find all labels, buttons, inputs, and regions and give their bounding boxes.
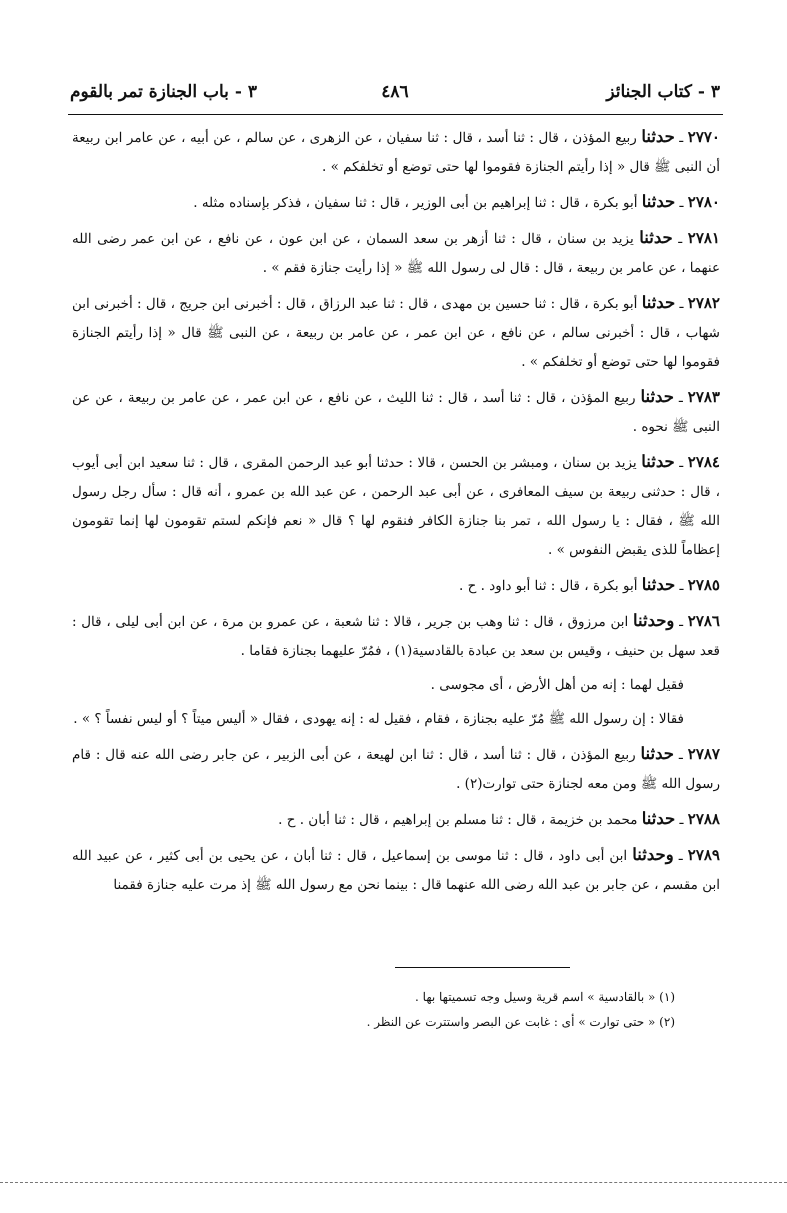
hadith-keyword: حدثنا (641, 192, 676, 211)
hadith-entry: ٢٧٨٧ ـ حدثنا ربيع المؤذن ، قال : ثنا أسد ، قال : ثنا ابن لهيعة ، عن أبى الزبير ، عن جابر رضى الله عنه قال : قام رسول الله ﷺ ومن معه لجنازة حتى توارت(٢) . (72, 744, 720, 792)
hadith-text: ابن أبى داود ، قال : ثنا موسى بن إسماعيل ، قال : ثنا أبان ، عن يحيى بن أبى كثير ، عن عبيد الله ابن مقسم ، عن جابر بن عبد الله رضى الله عنهما قال : بينما نحن مع رسول الله ﷺ إذ مرت عليه جنازة فقمنا (72, 848, 720, 893)
hadith-text: يزيد بن سنان ، قال : ثنا أزهر بن سعد السمان ، عن ابن عون ، عن نافع ، عن ابن عمر رضى الله عنهما ، عن عامر بن ربيعة ، قال : قال لى رسول الله ﷺ « إذا رأيت جنازة فقم » . (72, 231, 720, 276)
hadith-continuation (72, 671, 720, 700)
hadith-text: محمد بن خزيمة ، قال : ثنا مسلم بن إبراهيم ، قال : ثنا أبان . ح . (278, 812, 642, 828)
hadith-keyword: حدثنا (641, 575, 676, 594)
hadith-text: أبو بكرة ، قال : ثنا إبراهيم بن أبى الوزير ، قال : ثنا سفيان ، فذكر بإسناده مثله . (193, 195, 642, 211)
hadith-number: ٢٧٨٢ (687, 294, 720, 312)
hadith-number: ٢٧٨٥ (687, 576, 720, 594)
hadith-keyword: وحدثنا (632, 845, 674, 864)
hadith-entry: ٢٧٨٢ ـ حدثنا أبو بكرة ، قال : ثنا حسين بن مهدى ، قال : ثنا عبد الرزاق ، قال : أخبرنى ابن جريج ، قال : أخبرنى ابن شهاب ، قال : أخبرنى سالم ، عن نافع ، عن ابن عمر ، عن عامر بن ربيعة ، عن النبى ﷺ قال « إذا رأيتم الجنازة فقوموا لها حتى توضع أو تخلفكم » . (72, 293, 720, 370)
footnote-divider (395, 967, 570, 968)
hadith-number: ٢٧٨٧ (687, 745, 720, 763)
page-number: ٤٨٦ (381, 82, 409, 102)
hadith-number: ٢٧٨٣ (687, 388, 720, 406)
hadith-entry: ٢٧٨٨ ـ حدثنا محمد بن خزيمة ، قال : ثنا مسلم بن إبراهيم ، قال : ثنا أبان . ح . (278, 809, 720, 828)
hadith-text: ربيع المؤذن ، قال : ثنا أسد ، قال : ثنا الليث ، عن نافع ، عن ابن عمر ، عن عامر بن ربيعة ، عن عن النبى ﷺ نحوه . (72, 390, 720, 435)
hadith-text: فقالا : إن رسول الله ﷺ مُرّ عليه بجنازة ، فقام ، فقيل له : إنه يهودى ، فقال « أليس ميتاً ؟ أو ليس نفساً ؟ » . (73, 711, 684, 727)
hadith-text: أبو بكرة ، قال : ثنا حسين بن مهدى ، قال : ثنا عبد الرزاق ، قال : أخبرنى ابن جريج ، قال : أخبرنى ابن شهاب ، قال : أخبرنى سالم ، عن نافع ، عن ابن عمر ، عن عامر بن ربيعة ، عن النبى ﷺ قال « إذا رأيتم الجنازة فقوموا لها حتى توضع أو تخلفكم » . (72, 296, 720, 370)
hadith-text: ابن مرزوق ، قال : ثنا وهب بن جرير ، قالا : ثنا شعبة ، عن عمرو بن مرة ، عن ابن أبى ليلى ، قال : قعد سهل بن حنيف ، وقيس بن سعد بن عبادة بالقادسية(١) ، فمُرّ عليهما بجنازة فقاما . (72, 614, 720, 659)
hadith-entry: ٢٧٨٦ ـ وحدثنا ابن مرزوق ، قال : ثنا وهب بن جرير ، قالا : ثنا شعبة ، عن عمرو بن مرة ، عن ابن أبى ليلى ، قال : قعد سهل بن حنيف ، وقيس بن سعد بن عبادة بالقادسية(١) ، فمُرّ عليهما بجنازة فقاما . (72, 611, 720, 659)
hadith-entry: ٢٧٧٠ ـ حدثنا ربيع المؤذن ، قال : ثنا أسد ، قال : ثنا سفيان ، عن الزهرى ، عن سالم ، عن أبيه ، عن عامر ابن ربيعة أن النبى ﷺ قال « إذا رأيتم الجنازة فقوموا لها حتى توضع أو تخلفكم » . (72, 127, 720, 175)
hadith-keyword: حدثنا (640, 387, 674, 406)
hadith-entry: ٢٧٨٣ ـ حدثنا ربيع المؤذن ، قال : ثنا أسد ، قال : ثنا الليث ، عن نافع ، عن ابن عمر ، عن عامر بن ربيعة ، عن عن النبى ﷺ نحوه . (72, 387, 720, 435)
page-header (70, 82, 720, 108)
hadith-entry: ٢٧٨٠ ـ حدثنا أبو بكرة ، قال : ثنا إبراهيم بن أبى الوزير ، قال : ثنا سفيان ، فذكر بإسناده مثله . (193, 192, 720, 211)
hadith-text-body (72, 122, 720, 905)
hadith-number: ٢٧٨٤ (687, 453, 720, 471)
hadith-entry: ٢٧٨٩ ـ وحدثنا ابن أبى داود ، قال : ثنا موسى بن إسماعيل ، قال : ثنا أبان ، عن يحيى بن أبى كثير ، عن عبيد الله ابن مقسم ، عن جابر بن عبد الله رضى الله عنهما قال : بينما نحن مع رسول الله ﷺ إذ مرت عليه جنازة فقمنا (72, 845, 720, 893)
hadith-keyword: حدثنا (641, 127, 675, 146)
hadith-number: ٢٧٨٨ (687, 810, 720, 828)
scan-edge-line (0, 1182, 787, 1183)
hadith-text: فقيل لهما : إنه من أهل الأرض ، أى مجوسى . (430, 677, 684, 693)
hadith-keyword: حدثنا (639, 228, 673, 247)
hadith-entry: ٢٧٨٤ ـ حدثنا يزيد بن سنان ، ومبشر بن الحسن ، قالا : حدثنا أبو عبد الرحمن المقرى ، قال : ثنا سعيد ابن أبى أيوب ، قال : حدثنى ربيعة بن سيف المعافرى ، عن أبى عبد الرحمن ، عن عبد الله بن عمرو ، أنه قال : سأل رجل رسول الله ﷺ ، فقال : يا رسول الله ، تمر بنا جنازة الكافر فنقوم لها ؟ قال « نعم فإنكم لستم تقومون لها إنما تقومون إعظاماً للذى يقبض النفوس » . (72, 452, 720, 558)
hadith-number: ٢٧٨٦ (687, 612, 720, 630)
footnotes (250, 985, 675, 1035)
hadith-keyword: حدثنا (641, 452, 675, 471)
hadith-keyword: حدثنا (641, 809, 676, 828)
hadith-entry: ٢٧٨٥ ـ حدثنا أبو بكرة ، قال : ثنا أبو داود . ح . (459, 575, 720, 594)
hadith-number: ٢٧٨١ (687, 229, 720, 247)
hadith-entry: ٢٧٨١ ـ حدثنا يزيد بن سنان ، قال : ثنا أزهر بن سعد السمان ، عن ابن عون ، عن نافع ، عن ابن عمر رضى الله عنهما ، عن عامر بن ربيعة ، قال : قال لى رسول الله ﷺ « إذا رأيت جنازة فقم » . (72, 228, 720, 276)
hadith-keyword: حدثنا (640, 744, 674, 763)
footnote: (١) « بالقادسية » اسم قرية وسيل وجه تسميتها بها . (415, 990, 675, 1004)
hadith-text: أبو بكرة ، قال : ثنا أبو داود . ح . (459, 578, 642, 594)
hadith-continuation (72, 705, 720, 734)
chapter-title: ٣ - كتاب الجنائز (606, 82, 720, 102)
section-title: ٣ - باب الجنازة تمر بالقوم (70, 82, 257, 102)
hadith-text: ربيع المؤذن ، قال : ثنا أسد ، قال : ثنا سفيان ، عن الزهرى ، عن سالم ، عن أبيه ، عن عامر ابن ربيعة أن النبى ﷺ قال « إذا رأيتم الجنازة فقوموا لها حتى توضع أو تخلفكم » . (72, 130, 720, 175)
hadith-number: ٢٧٧٠ (687, 128, 720, 146)
hadith-number: ٢٧٨٠ (687, 193, 720, 211)
footnote: (٢) « حتى توارت » أى : غابت عن البصر واستترت عن النظر . (366, 1015, 675, 1029)
header-divider (68, 114, 723, 115)
hadith-keyword: وحدثنا (632, 611, 675, 630)
hadith-keyword: حدثنا (641, 293, 676, 312)
hadith-text: يزيد بن سنان ، ومبشر بن الحسن ، قالا : حدثنا أبو عبد الرحمن المقرى ، قال : ثنا سعيد ابن أبى أيوب ، قال : حدثنى ربيعة بن سيف المعافرى ، عن أبى عبد الرحمن ، عن عبد الله بن عمرو ، أنه قال : سأل رجل رسول الله ﷺ ، فقال : يا رسول الله ، تمر بنا جنازة الكافر فنقوم لها ؟ قال « نعم فإنكم لستم تقومون لها إنما تقومون إعظاماً للذى يقبض النفوس » . (72, 455, 720, 558)
hadith-text: ربيع المؤذن ، قال : ثنا أسد ، قال : ثنا ابن لهيعة ، عن أبى الزبير ، عن جابر رضى الله عنه قال : قام رسول الله ﷺ ومن معه لجنازة حتى توارت(٢) . (72, 747, 720, 792)
hadith-number: ٢٧٨٩ (687, 846, 720, 864)
